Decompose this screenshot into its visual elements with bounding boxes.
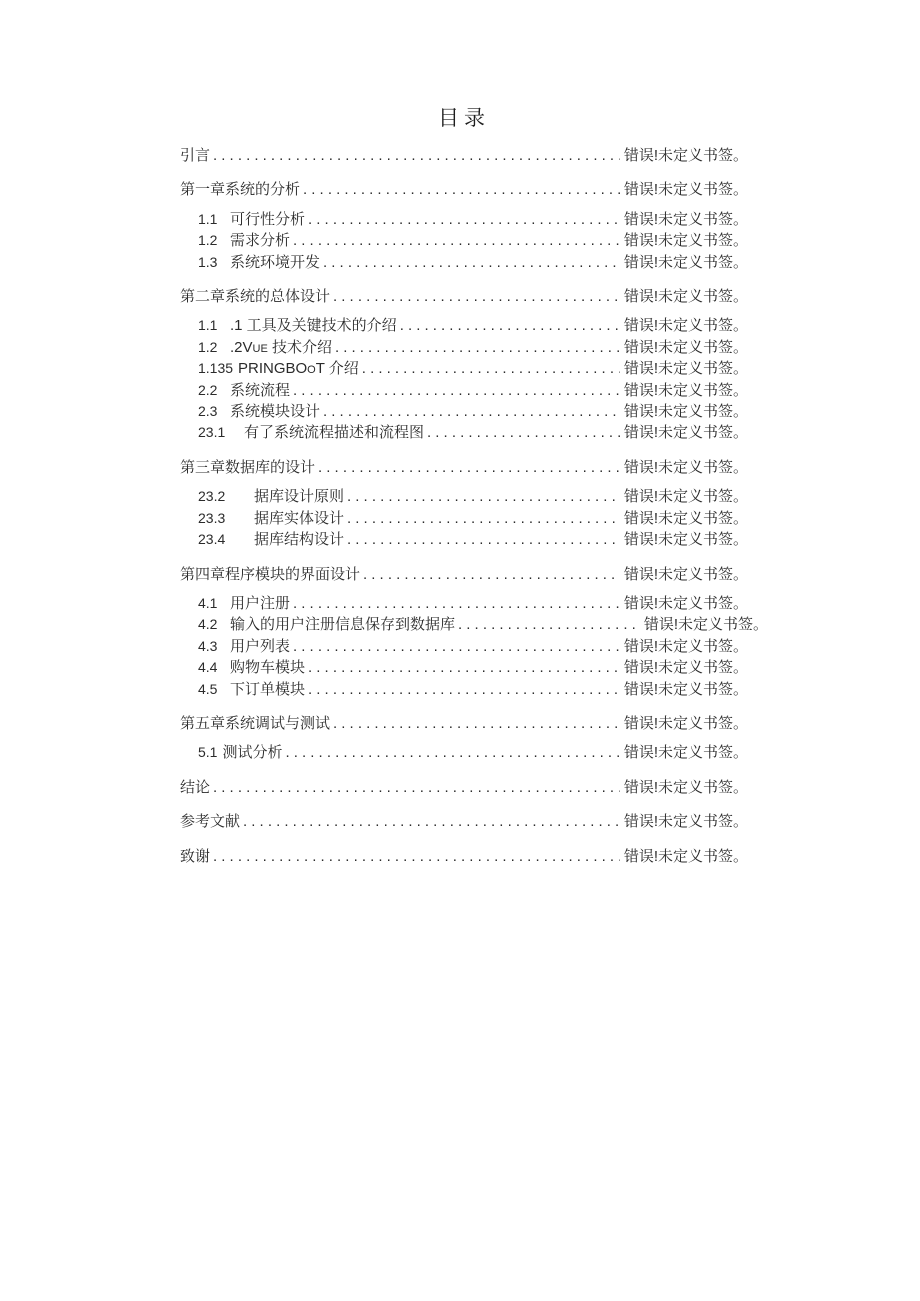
toc-entry-label: PRINGBOoT 介绍 — [238, 360, 359, 378]
toc-entry[interactable] — [180, 422, 748, 443]
toc-entry-number: 4.2 — [198, 616, 218, 633]
toc-entry-label: 第一章系统的分析 — [180, 181, 301, 199]
dot-leader — [315, 458, 620, 478]
toc-entry[interactable] — [180, 458, 748, 478]
error-bookmark-ref: 错误!未定义书签。 — [623, 338, 748, 356]
error-bookmark-ref: 错误!未定义书签。 — [623, 232, 748, 250]
dot-leader — [290, 594, 620, 614]
toc-entry-number: 1.2 — [198, 232, 218, 249]
toc-entry[interactable] — [180, 209, 748, 230]
toc-entry-number: 1.2 — [198, 338, 218, 355]
toc-entry[interactable] — [180, 636, 748, 657]
toc-entry-label: 致谢 — [180, 847, 211, 865]
toc-entry-number: 23.1 — [198, 424, 226, 441]
dot-leader — [424, 423, 620, 443]
toc-entry[interactable] — [180, 230, 748, 251]
toc-entry-label: 系统流程 — [230, 381, 291, 399]
dot-leader — [397, 316, 620, 336]
error-bookmark-ref: 错误!未定义书签。 — [623, 181, 748, 199]
toc-entry[interactable] — [180, 614, 768, 635]
toc-entry-label: .2Vue 技术介绍 — [230, 338, 332, 356]
toc-entry[interactable] — [180, 593, 748, 614]
dot-leader — [305, 680, 620, 700]
toc-entry-label: 第四章程序模块的界面设计 — [180, 565, 361, 583]
dot-leader — [210, 778, 620, 798]
toc-entry-number: 4.1 — [198, 594, 218, 611]
dot-leader — [210, 146, 620, 166]
dot-leader — [210, 847, 620, 867]
toc-entry[interactable] — [180, 180, 748, 200]
toc-entry[interactable] — [180, 146, 748, 166]
toc-entry-number: 5.1 — [198, 744, 218, 761]
dot-leader — [290, 231, 620, 251]
toc-entry[interactable] — [180, 778, 748, 798]
toc-entry-number: 4.4 — [198, 659, 218, 676]
toc-entry-label: 购物车模块 — [230, 659, 306, 677]
toc-entry-number: 23.3 — [198, 509, 226, 526]
toc-entry-label: 用户列表 — [230, 637, 291, 655]
toc-entry-label: 据库设计原则 — [254, 488, 345, 506]
dot-leader — [360, 565, 620, 585]
toc-entry-label: 据库实体设计 — [254, 509, 345, 527]
toc-entry-label: 用户注册 — [230, 594, 291, 612]
toc-entry-number: 2.2 — [198, 381, 218, 398]
toc-entry[interactable] — [180, 812, 748, 832]
toc-entry[interactable] — [180, 742, 748, 763]
error-bookmark-ref: 错误!未定义书签。 — [623, 317, 748, 335]
dot-leader — [320, 402, 620, 422]
error-bookmark-ref: 错误!未定义书签。 — [623, 637, 748, 655]
error-bookmark-ref: 错误!未定义书签。 — [623, 714, 748, 732]
toc-entry[interactable] — [180, 337, 748, 358]
toc-list — [180, 146, 768, 867]
error-bookmark-ref: 错误!未定义书签。 — [623, 778, 748, 796]
toc-title: 目录 — [438, 106, 490, 130]
toc-entry-number: 4.3 — [198, 637, 218, 654]
error-bookmark-ref: 错误!未定义书签。 — [623, 403, 748, 421]
error-bookmark-ref: 错误!未定义书签。 — [623, 488, 748, 506]
toc-entry-label: 引言 — [180, 147, 211, 164]
dot-leader — [290, 381, 620, 401]
toc-entry[interactable] — [180, 679, 748, 700]
toc-entry[interactable] — [180, 287, 748, 307]
toc-entry-label: 系统模块设计 — [230, 403, 321, 421]
error-bookmark-ref: 错误!未定义书签。 — [623, 594, 748, 612]
toc-entry-number: 1.3 — [198, 253, 218, 270]
dot-leader — [305, 658, 620, 678]
error-bookmark-ref: 错误!未定义书签。 — [623, 565, 748, 583]
toc-entry-label: 测试分析 — [222, 744, 283, 762]
error-bookmark-ref: 错误!未定义书签。 — [623, 253, 748, 271]
dot-leader — [282, 743, 619, 763]
error-bookmark-ref: 错误!未定义书签。 — [623, 813, 748, 831]
error-bookmark-ref: 错误!未定义书签。 — [623, 680, 748, 698]
error-bookmark-ref: 错误!未定义书签。 — [623, 210, 748, 228]
toc-entry[interactable] — [180, 529, 748, 550]
toc-entry-number: 4.5 — [198, 680, 218, 697]
dot-leader — [320, 253, 620, 273]
toc-entry[interactable] — [180, 315, 748, 336]
toc-entry-label: .1 工具及关键技术的介绍 — [230, 317, 397, 335]
error-bookmark-ref: 错误!未定义书签。 — [623, 360, 748, 378]
toc-entry-number: 1.1 — [198, 317, 218, 334]
toc-entry-label: 第三章数据库的设计 — [180, 458, 316, 476]
toc-entry-label: 第五章系统调试与测试 — [180, 714, 331, 732]
toc-entry[interactable] — [180, 847, 748, 867]
toc-entry[interactable] — [180, 252, 748, 273]
toc-entry[interactable] — [180, 401, 748, 422]
toc-entry-label: 可行性分析 — [230, 210, 306, 228]
dot-leader — [344, 487, 620, 507]
error-bookmark-ref: 错误!未定义书签。 — [623, 744, 748, 762]
error-bookmark-ref: 错误!未定义书签。 — [623, 847, 748, 865]
toc-entry[interactable] — [180, 486, 748, 507]
error-bookmark-ref: 错误!未定义书签。 — [623, 381, 748, 399]
toc-entry[interactable] — [180, 565, 748, 585]
dot-leader — [344, 530, 620, 550]
toc-entry-label: 参考文献 — [180, 813, 241, 831]
error-bookmark-ref: 错误!未定义书签。 — [623, 424, 748, 442]
toc-entry[interactable] — [180, 508, 748, 529]
toc-entry-label: 结论 — [180, 778, 211, 796]
dot-leader — [330, 714, 620, 734]
toc-entry-label: 有了系统流程描述和流程图 — [244, 424, 425, 442]
error-bookmark-ref: 错误!未定义书签。 — [623, 147, 748, 164]
toc-entry-label: 第二章系统的总体设计 — [180, 288, 331, 306]
toc-entry-label: 下订单模块 — [230, 680, 306, 698]
toc-entry-label: 据库结构设计 — [254, 531, 345, 549]
toc-entry-number: 23.4 — [198, 531, 226, 548]
toc-entry-number: 23.2 — [198, 488, 226, 505]
error-bookmark-ref: 错误!未定义书签。 — [623, 458, 748, 476]
toc-entry[interactable] — [180, 358, 748, 379]
error-bookmark-ref: 错误!未定义书签。 — [623, 288, 748, 306]
dot-leader — [359, 359, 620, 379]
toc-entry[interactable] — [180, 714, 748, 734]
dot-leader — [455, 615, 640, 635]
toc-entry-label: 输入的用户注册信息保存到数据库 — [230, 616, 456, 634]
toc-entry-label: 系统环境开发 — [230, 253, 321, 271]
dot-leader — [240, 812, 620, 832]
dot-leader — [305, 210, 620, 230]
toc-entry-number: 1.135 — [198, 360, 234, 377]
toc-entry[interactable] — [180, 380, 748, 401]
toc-entry-number: 1.1 — [198, 210, 218, 227]
dot-leader — [330, 287, 620, 307]
toc-entry-number: 2.3 — [198, 403, 218, 420]
dot-leader — [290, 637, 620, 657]
toc-entry[interactable] — [180, 657, 748, 678]
dot-leader — [344, 509, 620, 529]
dot-leader — [332, 338, 620, 358]
toc-entry-label: 需求分析 — [230, 232, 291, 250]
error-bookmark-ref: 错误!未定义书签。 — [623, 531, 748, 549]
error-bookmark-ref: 错误!未定义书签。 — [643, 616, 768, 634]
error-bookmark-ref: 错误!未定义书签。 — [623, 659, 748, 677]
dot-leader — [300, 180, 620, 200]
error-bookmark-ref: 错误!未定义书签。 — [623, 509, 748, 527]
